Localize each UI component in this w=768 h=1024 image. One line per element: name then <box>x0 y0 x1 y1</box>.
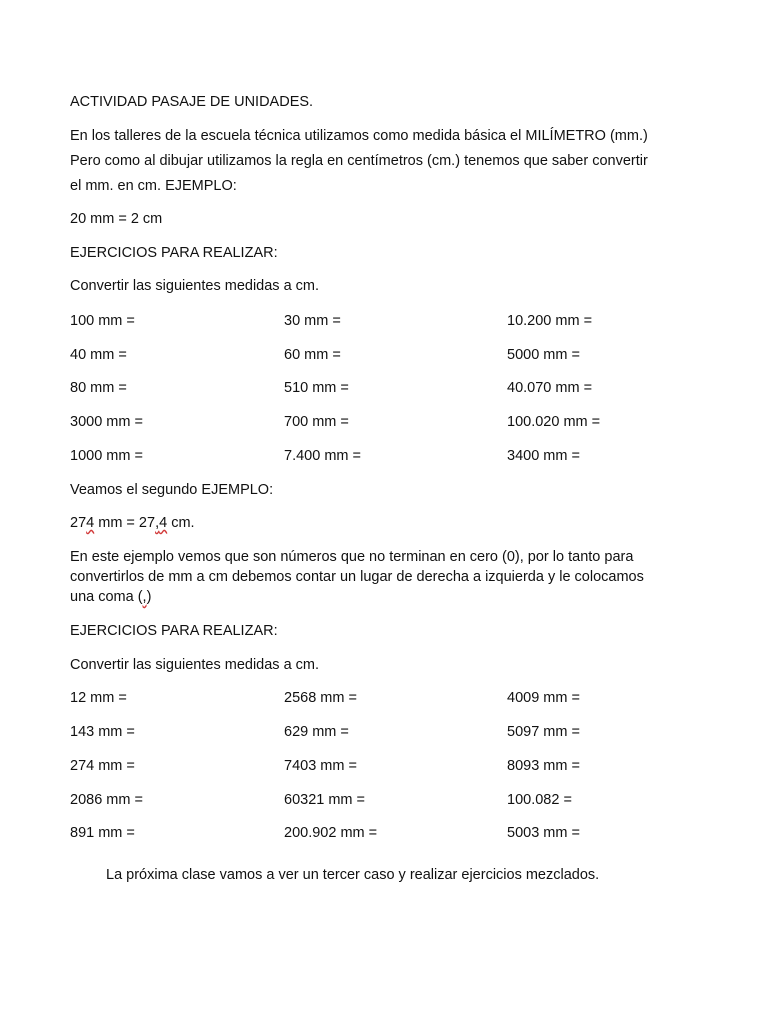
section-2-instruction: Convertir las siguientes medidas a cm. <box>70 657 320 673</box>
exercise-item: 5003 mm = <box>507 825 580 841</box>
exercise-item: 60 mm = <box>284 347 341 363</box>
exercise-item: 8093 mm = <box>507 758 580 774</box>
intro-line-2: Pero como al dibujar utilizamos la regla en centímetros (cm.) tenemos que saber convertir <box>70 153 648 169</box>
exercise-item: 40 mm = <box>70 347 127 363</box>
explanation-line-1: En este ejemplo vemos que son números que no terminan en cero (0), por lo tanto para <box>70 549 634 565</box>
explanation-line-3 <box>70 588 151 606</box>
exercise-item: 510 mm = <box>284 380 349 396</box>
exercise-item: 3000 mm = <box>70 414 143 430</box>
exercise-item: 60321 mm = <box>284 792 366 808</box>
example-2-part: cm. <box>167 515 195 531</box>
exercise-item: 3400 mm = <box>507 448 580 464</box>
example-2-highlight: 4 <box>159 515 168 531</box>
exercise-item: 100 mm = <box>70 313 135 329</box>
section-1-instruction: Convertir las siguientes medidas a cm. <box>70 278 320 294</box>
exercise-item: 629 mm = <box>284 724 349 740</box>
exercise-item: 2086 mm = <box>70 792 143 808</box>
document-title: ACTIVIDAD PASAJE DE UNIDADES. <box>70 94 314 110</box>
explanation-line-2: convertirlos de mm a cm debemos contar un lugar de derecha a izquierda y le colocamos <box>70 569 644 585</box>
example-2 <box>70 514 195 532</box>
exercise-item: 200.902 mm = <box>284 825 378 841</box>
intro-line-1: En los talleres de la escuela técnica utilizamos como medida básica el MILÍMETRO (mm.) <box>70 128 648 144</box>
exercise-item: 891 mm = <box>70 825 135 841</box>
section-2-heading: EJERCICIOS PARA REALIZAR: <box>70 623 278 639</box>
example-2-part: 27 <box>70 515 87 531</box>
exercise-item: 5000 mm = <box>507 347 580 363</box>
exercise-item: 4009 mm = <box>507 690 580 706</box>
example-1: 20 mm = 2 cm <box>70 211 163 227</box>
exercise-item: 2568 mm = <box>284 690 357 706</box>
exercise-item: 10.200 mm = <box>507 313 593 329</box>
exercise-item: 143 mm = <box>70 724 135 740</box>
explanation-part: ) <box>146 589 152 605</box>
exercise-item: 80 mm = <box>70 380 127 396</box>
exercise-item: 1000 mm = <box>70 448 143 464</box>
exercise-item: 7403 mm = <box>284 758 357 774</box>
exercise-item: 700 mm = <box>284 414 349 430</box>
exercise-item: 100.020 mm = <box>507 414 601 430</box>
example-2-heading: Veamos el segundo EJEMPLO: <box>70 482 274 498</box>
intro-line-3: el mm. en cm. EJEMPLO: <box>70 178 237 194</box>
explanation-part: una coma ( <box>70 589 143 605</box>
exercise-item: 12 mm = <box>70 690 127 706</box>
example-2-part: mm = 27 <box>94 515 156 531</box>
section-1-heading: EJERCICIOS PARA REALIZAR: <box>70 245 278 261</box>
exercise-item: 30 mm = <box>284 313 341 329</box>
exercise-item: 7.400 mm = <box>284 448 361 464</box>
example-2-highlight: 4 <box>86 515 95 531</box>
exercise-item: 100.082 = <box>507 792 572 808</box>
exercise-item: 5097 mm = <box>507 724 580 740</box>
explanation-highlight: , <box>142 589 147 605</box>
exercise-item: 274 mm = <box>70 758 135 774</box>
example-2-highlight: , <box>155 515 160 531</box>
closing-note: La próxima clase vamos a ver un tercer caso y realizar ejercicios mezclados. <box>106 867 600 883</box>
exercise-item: 40.070 mm = <box>507 380 593 396</box>
